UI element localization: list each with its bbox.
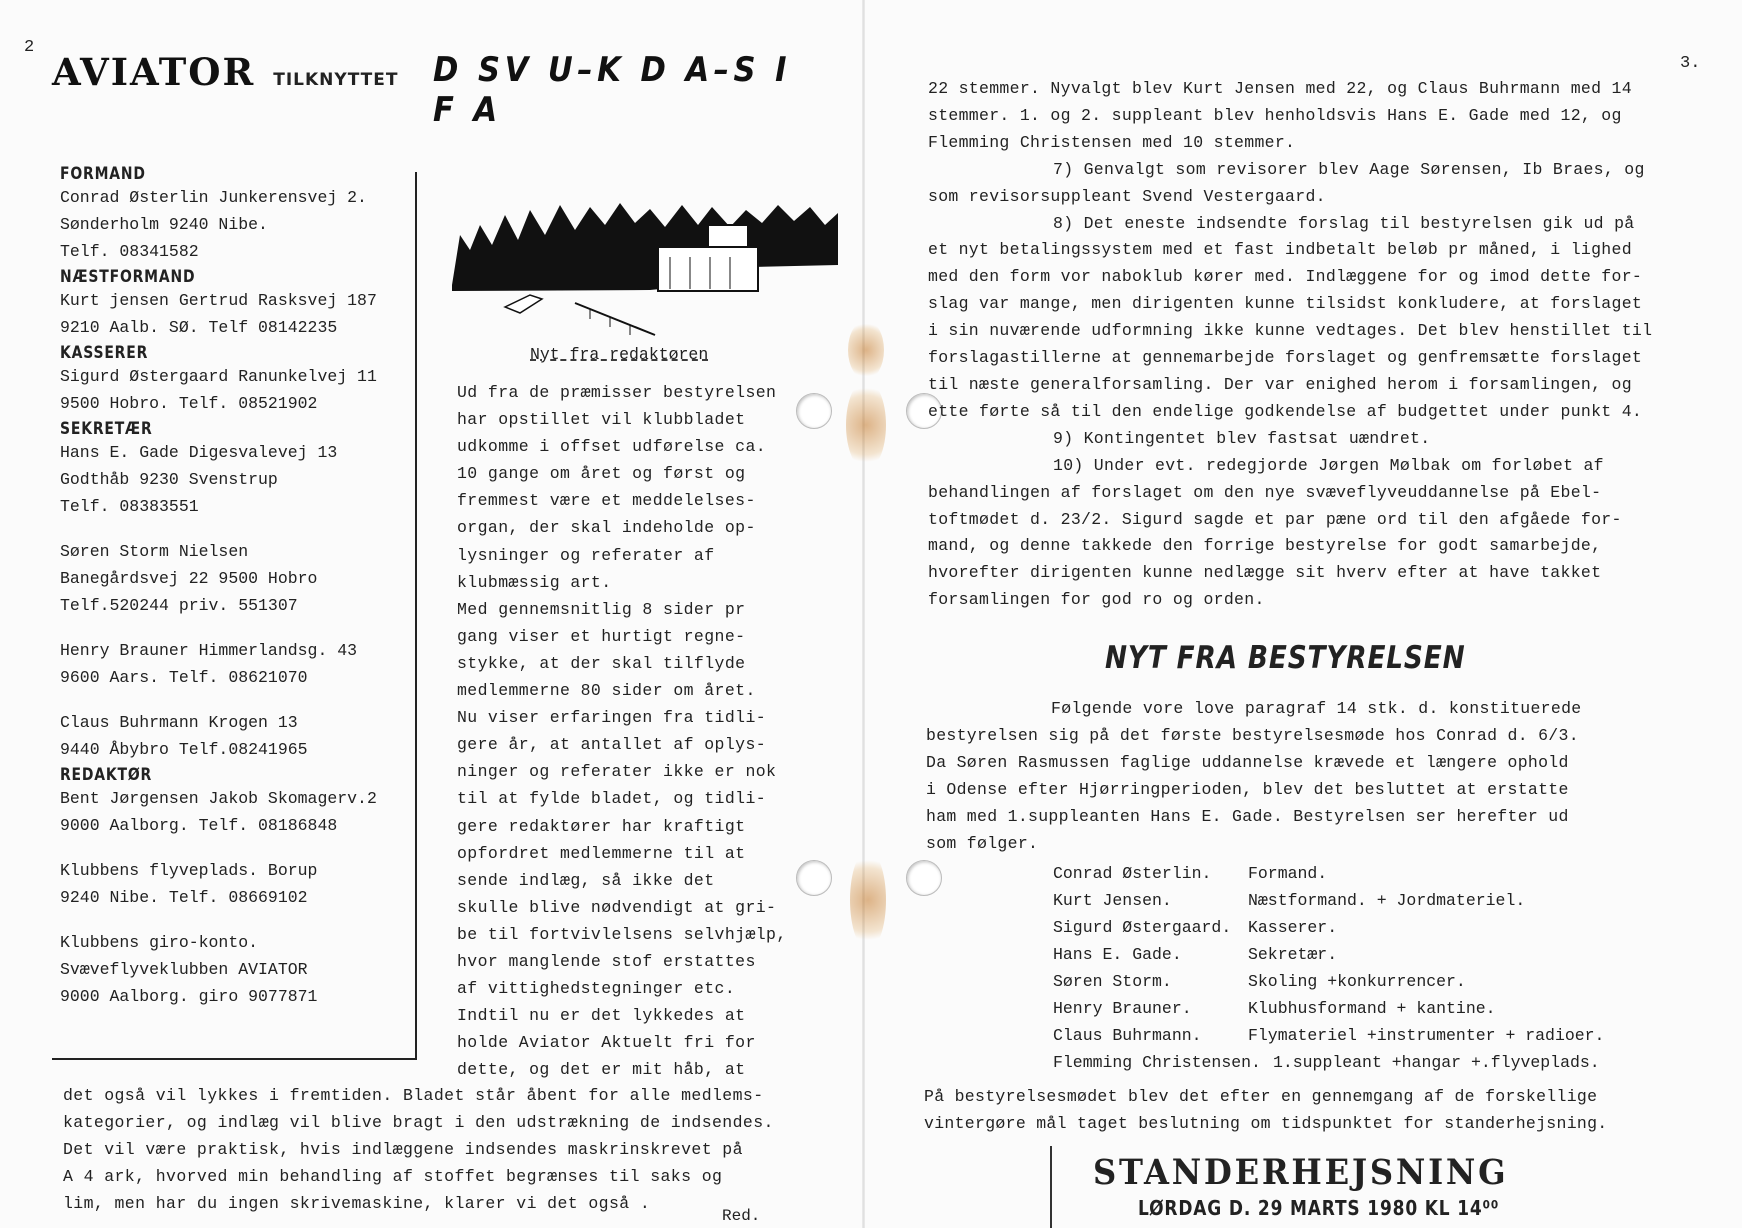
editorial-line: Indtil nu er det lykkedes at	[457, 1006, 746, 1026]
member-name: Hans E. Gade.	[1053, 945, 1182, 964]
editorial-line: har opstillet vil klubbladet	[457, 410, 746, 430]
editorial-line: gere år, at antallet af oplys-	[457, 735, 767, 755]
editor-signature: Red.	[722, 1207, 761, 1225]
editorial-line: Det vil være praktisk, hvis indlæggene indsendes maskrinskrevet på	[63, 1140, 743, 1160]
board-intro	[926, 696, 1706, 857]
editorial-line: af vittighedstegninger etc.	[457, 979, 736, 999]
member-duty: Formand.	[1248, 864, 1328, 883]
clubhouse	[658, 247, 758, 291]
editorial-column	[457, 379, 817, 1083]
editorial-heading: Nyt fra redaktøren	[530, 345, 709, 364]
contact-line: Conrad Østerlin Junkerensvej 2.	[60, 188, 367, 207]
board-member-row	[1053, 941, 1604, 968]
minutes-line: til næste generalforsamling. Der var enighed herom i forsamlingen, og	[928, 374, 1632, 394]
board-intro-line: Da Søren Rasmussen faglige uddannelse krævede et længere ophold	[926, 752, 1569, 772]
contact-spacer	[60, 619, 410, 637]
board-intro-line: ham med 1.suppleanten Hans E. Gade. Bestyrelsen ser herefter ud	[926, 806, 1569, 826]
page-fold	[862, 0, 865, 1228]
minutes-line: toftmødet d. 23/2. Sigurd sagde et par pæne ord til den afgåede for-	[928, 509, 1622, 529]
minutes-line: forslagastillerne at gennemarbejde forslaget og genfremsætte forslaget	[928, 348, 1643, 368]
editorial-line: klubmæssig art.	[457, 572, 612, 592]
board-intro-line: Følgende vore love paragraf 14 stk. d. konstituerede	[1051, 699, 1582, 718]
minutes-line: forsamlingen for god ro og orden.	[928, 590, 1265, 610]
minutes-line: slag var mange, men dirigenten kunne tilsidst konkludere, at forslaget	[928, 294, 1643, 314]
editorial-line: Nu viser erfaringen fra tidli-	[457, 708, 767, 728]
contact-line: Søren Storm Nielsen	[60, 542, 249, 561]
contact-entry	[60, 343, 410, 417]
tree-line	[452, 203, 838, 291]
page-number-right: 3.	[1680, 54, 1701, 73]
contact-entry	[60, 164, 410, 265]
contact-entry	[60, 911, 410, 1010]
minutes-line: som revisorsuppleant Svend Vestergaard.	[928, 186, 1326, 206]
contact-line: Svæveflyveklubben AVIATOR	[60, 960, 308, 979]
contact-role: REDAKTØR	[60, 765, 153, 785]
contact-role: NÆSTFORMAND	[60, 267, 196, 287]
section-title: NYT FRA BESTYRELSEN	[1105, 640, 1466, 676]
contact-line: 9000 Aalborg. Telf. 08186848	[60, 816, 338, 835]
board-closing	[924, 1083, 1704, 1137]
minutes-line: Flemming Christensen med 10 stemmer.	[928, 132, 1296, 152]
contact-entry	[60, 691, 410, 763]
editorial-line: opfordret medlemmerne til at	[457, 843, 746, 863]
contact-role: SEKRETÆR	[60, 419, 153, 439]
editorial-line: udkomme i offset udførelse ca.	[457, 437, 767, 457]
member-duty: Næstformand. + Jordmateriel.	[1248, 891, 1526, 910]
board-member-row	[1053, 1022, 1604, 1049]
member-name: Kurt Jensen.	[1053, 891, 1172, 910]
contact-entry	[60, 765, 410, 839]
contact-line: 9210 Aalb. SØ. Telf 08142235	[60, 318, 338, 337]
editorial-line: be til fortvivlelsens selvhjælp,	[457, 924, 787, 944]
minutes-line: ette førte så til den endelige godkendelse af budgettet under punkt 4.	[928, 401, 1643, 421]
minutes-line: 22 stemmer. Nyvalgt blev Kurt Jensen med 22, og Claus Buhrmann med 14	[928, 79, 1632, 98]
contact-entry	[60, 267, 410, 341]
minutes-line: stemmer. 1. og 2. suppleant blev henholdsvis Hans E. Gade med 12, og	[928, 105, 1622, 125]
event-date: LØRDAG D. 29 MARTS 1980 KL 14⁰⁰	[1138, 1196, 1500, 1220]
editorial-line: Med gennemsnitlig 8 sider pr	[457, 599, 746, 619]
member-duty: Klubhusformand + kantine.	[1248, 999, 1496, 1018]
minutes-line: 8) Det eneste indsendte forslag til bestyrelsen gik ud på	[1053, 213, 1635, 233]
association-names: D SV U–K D A–S I F A	[433, 50, 792, 130]
page-number-left: 2	[24, 38, 35, 57]
minutes-line: med den form vor naboklub kører med. Indlæggene for og imod dette for-	[928, 267, 1643, 287]
board-intro-line: bestyrelsen sig på det første bestyrelsesmøde hos Conrad d. 6/3.	[926, 725, 1579, 745]
contact-entry	[60, 520, 410, 619]
editorial-line: A 4 ark, hvorved min behandling af stoffet begrænses til saks og	[63, 1167, 723, 1187]
editorial-line: holde Aviator Aktuelt fri for	[457, 1033, 756, 1053]
contact-entry	[60, 619, 410, 691]
contact-list	[60, 162, 410, 1010]
contact-line: Godthåb 9230 Svenstrup	[60, 470, 278, 489]
contact-line: Sigurd Østergaard Ranunkelvej 11	[60, 367, 377, 386]
contact-spacer	[60, 691, 410, 709]
board-member-list	[1053, 860, 1604, 1076]
editorial-line: hvor manglende stof erstattes	[457, 951, 756, 971]
editorial-line: lim, men har du ingen skrivemaskine, klarer vi det også .	[63, 1194, 651, 1214]
contact-line: Sønderholm 9240 Nibe.	[60, 215, 268, 234]
board-member-row	[1053, 995, 1604, 1022]
meeting-minutes	[928, 76, 1708, 614]
contact-line: Klubbens giro-konto.	[60, 933, 259, 952]
contact-line: 9240 Nibe. Telf. 08669102	[60, 888, 308, 907]
glider-sketch	[505, 295, 542, 313]
contact-line: Bent Jørgensen Jakob Skomagerv.2	[60, 789, 377, 808]
left-page	[0, 0, 866, 1228]
editorial-line: skulle blive nødvendigt at gri-	[457, 897, 777, 917]
editorial-line: ninger og referater ikke er nok	[457, 762, 777, 782]
contact-line: Telf. 08383551	[60, 497, 199, 516]
contact-role: KASSERER	[60, 343, 149, 363]
affiliation-label: TILKNYTTET	[273, 70, 399, 90]
member-name: Conrad Østerlin.	[1053, 864, 1212, 883]
contact-line: Banegårdsvej 22 9500 Hobro	[60, 569, 318, 588]
contact-line: 9600 Aars. Telf. 08621070	[60, 668, 308, 687]
contact-line: Henry Brauner Himmerlandsg. 43	[60, 641, 358, 660]
contact-line: Klubbens flyveplads. Borup	[60, 861, 318, 880]
editorial-line: kategorier, og indlæg vil blive bragt i den udstrækning de indsendes.	[63, 1113, 774, 1133]
editorial-line: organ, der skal indeholde op-	[457, 518, 756, 538]
masthead	[52, 50, 399, 94]
board-member-row	[1053, 1049, 1604, 1076]
contact-spacer	[60, 911, 410, 929]
member-name: Claus Buhrmann.	[1053, 1026, 1202, 1045]
editorial-line: Ud fra de præmisser bestyrelsen	[457, 383, 777, 402]
minutes-line: mand, og denne takkede den forrige bestyrelse for godt samarbejde,	[928, 536, 1602, 556]
contact-role: FORMAND	[60, 164, 146, 184]
member-name: Henry Brauner.	[1053, 999, 1192, 1018]
editorial-line: stykke, at der skal tilflyde	[457, 653, 746, 673]
clubhouse-illustration	[450, 195, 840, 340]
fence-sketch	[575, 303, 655, 335]
board-intro-line: i Odense efter Hjørringperioden, blev det besluttet at erstatte	[926, 779, 1569, 799]
editorial-line: dette, og det er mit håb, at	[457, 1060, 746, 1080]
board-member-row	[1053, 968, 1604, 995]
editorial-line: 10 gange om året og først og	[457, 464, 746, 484]
contact-line: Telf.520244 priv. 551307	[60, 596, 298, 615]
minutes-line: 7) Genvalgt som revisorer blev Aage Sørensen, Ib Braes, og	[1053, 159, 1645, 179]
editorial-line: sende indlæg, så ikke det	[457, 870, 715, 890]
editorial-line: fremmest være et meddelelses-	[457, 491, 756, 511]
contact-box-bottom-border	[52, 1058, 416, 1060]
closing-line: vintergøre mål taget beslutning om tidspunktet for standerhejsning.	[924, 1114, 1608, 1133]
minutes-line: 10) Under evt. redegjorde Jørgen Mølbak om forløbet af	[1053, 455, 1604, 475]
contact-entry	[60, 419, 410, 520]
member-name: Flemming Christensen.	[1053, 1053, 1261, 1072]
punch-hole	[796, 860, 832, 896]
contact-line: Telf. 08341582	[60, 242, 199, 261]
contact-box-border	[415, 172, 417, 1060]
member-name: Søren Storm.	[1053, 972, 1172, 991]
minutes-line: i sin nuværende udformning ikke kunne vedtages. Det blev henstillet til	[928, 321, 1653, 341]
editorial-line: medlemmerne 80 sider om året.	[457, 681, 756, 701]
member-duty: Sekretær.	[1248, 945, 1338, 964]
club-name: AVIATOR	[52, 50, 256, 94]
closing-line: På bestyrelsesmødet blev det efter en gennemgang af de forskellige	[924, 1087, 1598, 1106]
board-intro-line: som følger.	[926, 833, 1039, 853]
editorial-continuation	[63, 1082, 823, 1217]
contact-entry	[60, 839, 410, 911]
board-member-row	[1053, 887, 1604, 914]
minutes-line: et nyt betalingssystem med et fast indbetalt beløb pr måned, i lighed	[928, 240, 1632, 260]
contact-line: 9500 Hobro. Telf. 08521902	[60, 394, 318, 413]
member-duty: Kasserer.	[1248, 918, 1338, 937]
minutes-line: behandlingen af forslaget om den nye svæveflyveuddannelse på Ebel-	[928, 482, 1602, 502]
editorial-line: lysninger og referater af	[457, 545, 715, 565]
editorial-line: det også vil lykkes i fremtiden. Bladet står åbent for alle medlems-	[63, 1086, 764, 1105]
punch-hole	[796, 393, 832, 429]
editorial-line: til at fylde bladet, og tidli-	[457, 789, 767, 809]
contact-spacer	[60, 839, 410, 857]
minutes-line: 9) Kontingentet blev fastsat uændret.	[1053, 428, 1431, 448]
contact-line: 9440 Åbybro Telf.08241965	[60, 740, 308, 759]
editorial-line: gang viser et hurtigt regne-	[457, 626, 746, 646]
contact-line: Claus Buhrmann Krogen 13	[60, 713, 298, 732]
board-member-row	[1053, 914, 1604, 941]
member-duty: 1.suppleant +hangar +.flyveplads.	[1272, 1053, 1600, 1072]
editorial-line: gere redaktører har kraftigt	[457, 816, 746, 836]
contact-line: Hans E. Gade Digesvalevej 13	[60, 443, 338, 462]
contact-spacer	[60, 520, 410, 538]
contact-line: Kurt jensen Gertrud Rasksvej 187	[60, 291, 377, 310]
board-member-row	[1053, 860, 1604, 887]
minutes-line: hvorefter dirigenten kunne nedlægge sit hverv efter at have takket	[928, 563, 1602, 583]
member-name: Sigurd Østergaard.	[1053, 918, 1232, 937]
event-title: STANDERHEJSNING	[1093, 1152, 1509, 1193]
member-duty: Skoling +konkurrencer.	[1248, 972, 1466, 991]
contact-line: 9000 Aalborg. giro 9077871	[60, 987, 318, 1006]
member-duty: Flymateriel +instrumenter + radioer.	[1248, 1026, 1605, 1045]
